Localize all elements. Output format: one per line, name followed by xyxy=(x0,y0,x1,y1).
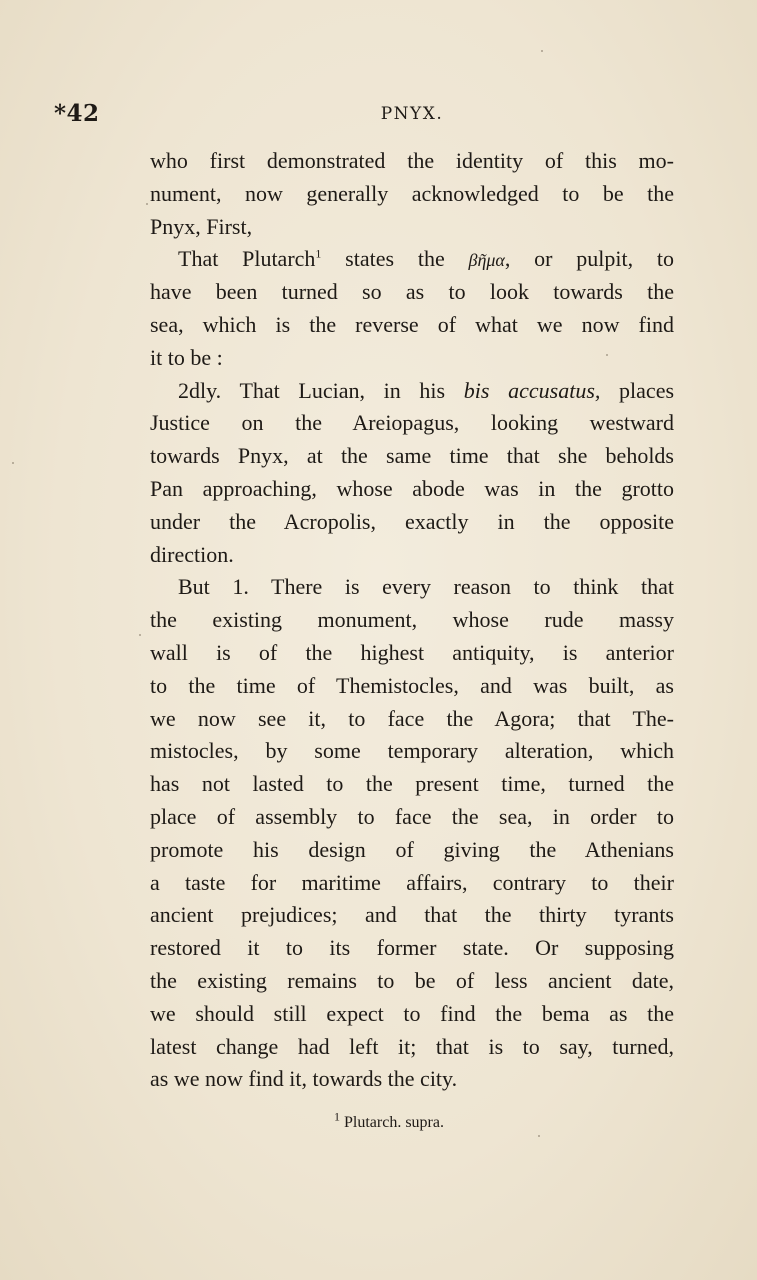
paper-speck xyxy=(139,634,141,636)
text-line: as we now find it, towards the city. xyxy=(150,1066,458,1092)
body-text xyxy=(150,145,674,1096)
text-line: it to be : xyxy=(150,344,223,370)
text-line xyxy=(150,375,674,408)
paper-speck xyxy=(12,462,14,464)
text-line: to the time of Themistocles, and was built, as xyxy=(150,672,674,698)
text-line: under the Acropolis, exactly in the opposite xyxy=(150,508,674,534)
text-line xyxy=(150,243,674,276)
text-line: ancient prejudices; and that the thirty tyrants xyxy=(150,902,674,928)
footnote-reference: 1 xyxy=(315,247,322,262)
text-line: have been turned so as to look towards the xyxy=(150,279,674,305)
text-fragment: 2dly. That Lucian, in his xyxy=(178,377,446,403)
text-line: Pnyx, First, xyxy=(150,213,253,239)
text-fragment: places xyxy=(600,377,675,403)
text-fragment: That Plutarch xyxy=(178,246,316,272)
text-line: has not lasted to the present time, turned the xyxy=(150,771,674,797)
text-line: direction. xyxy=(150,541,234,567)
greek-word: βῆμα xyxy=(468,250,505,271)
text-line: nument, now generally acknowledged to be the xyxy=(150,180,674,206)
text-line: mistocles, by some temporary alteration, which xyxy=(150,738,674,764)
text-fragment: states the xyxy=(321,246,469,272)
text-line: we now see it, to face the Agora; that The- xyxy=(150,705,674,731)
paper-speck xyxy=(541,50,543,52)
paper-speck xyxy=(606,354,608,356)
text-line: a taste for maritime affairs, contrary to their xyxy=(150,869,674,895)
running-head: PNYX. xyxy=(380,104,444,124)
text-line: But 1. There is every reason to think that xyxy=(178,574,674,600)
footnote xyxy=(334,1109,444,1132)
text-line: Pan approaching, whose abode was in the grotto xyxy=(150,475,674,501)
text-line: the existing remains to be of less ancient date, xyxy=(150,967,674,993)
footnote-text: Plutarch. supra. xyxy=(340,1114,444,1131)
text-line: towards Pnyx, at the same time that she beholds xyxy=(150,443,674,469)
footnote-marker: 1 xyxy=(334,1109,340,1124)
text-line: sea, which is the reverse of what we now find xyxy=(150,311,674,337)
text-line: we should still expect to find the bema as the xyxy=(150,1000,674,1026)
paper-speck xyxy=(538,1135,540,1137)
text-fragment: , or pulpit, to xyxy=(504,246,674,272)
text-line: Justice on the Areiopagus, looking westward xyxy=(150,410,674,436)
page-number: *42 xyxy=(54,100,100,127)
text-line: who first demonstrated the identity of this mo- xyxy=(150,148,674,173)
italic-title: bis accusatus, xyxy=(463,377,601,403)
text-line: promote his design of giving the Athenians xyxy=(150,836,674,862)
paper-speck xyxy=(146,203,148,205)
text-line: wall is of the highest antiquity, is anterior xyxy=(150,639,674,665)
text-line: restored it to its former state. Or supposing xyxy=(150,935,674,961)
text-line: place of assembly to face the sea, in order to xyxy=(150,803,674,829)
text-line: the existing monument, whose rude massy xyxy=(150,607,674,633)
text-line: latest change had left it; that is to say, turned, xyxy=(150,1033,674,1059)
